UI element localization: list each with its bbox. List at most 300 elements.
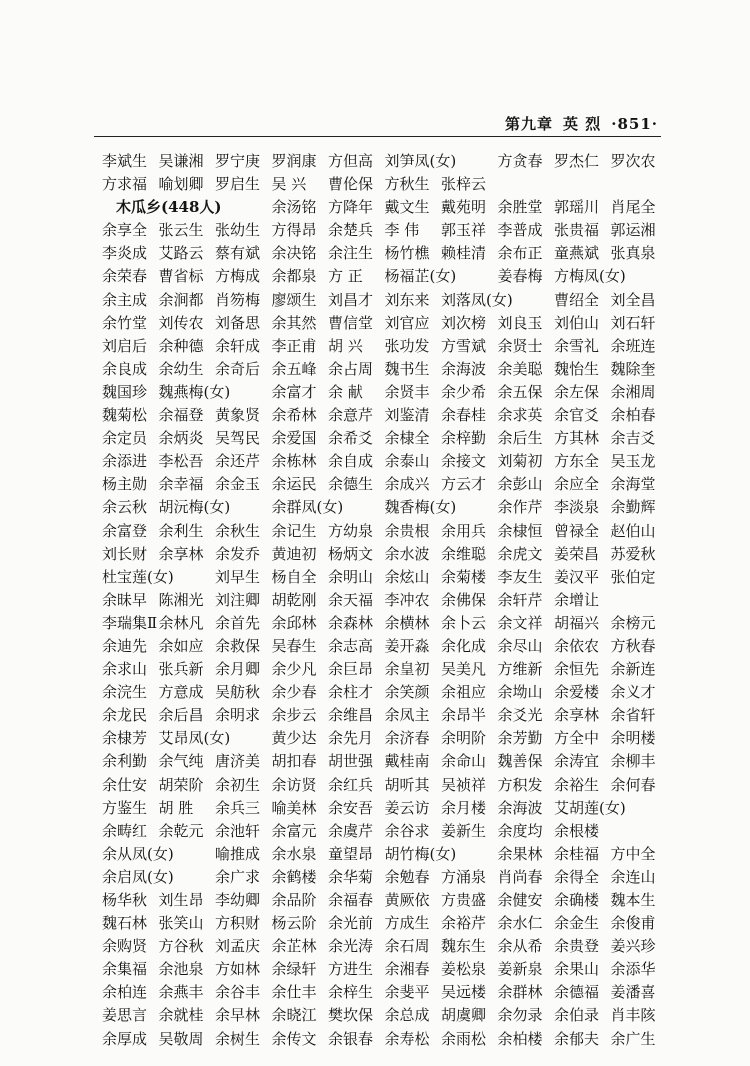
name-entry: 刘石轩 [610,313,656,332]
name-entry: 余海堂 [610,475,656,494]
name-row [102,473,662,496]
name-entry: 杨自全 [271,567,317,586]
name-entry: 余吉爻 [610,429,656,448]
name-entry: 余福登 [158,406,204,425]
name-row [102,427,662,450]
name-entry: 张伯定 [610,567,656,586]
name-entry: 肖笏梅 [215,290,261,309]
name-entry: 余享全 [102,221,148,240]
name-entry: 吴驾民 [215,429,261,448]
name-entry: 肖尚春 [497,867,543,886]
name-entry: 余伯录 [554,1006,600,1025]
name-row [102,912,662,935]
name-row [102,981,662,1004]
name-entry: 余金生 [554,914,600,933]
name-entry: 罗杰仁 [554,152,600,170]
section-heading: 木瓜乡(448人) [116,198,222,217]
name-entry: 李松吾 [158,452,204,471]
name-row [102,1004,662,1027]
name-entry: 余佛保 [441,590,487,609]
name-entry: 余卜云 [441,613,487,632]
name-entry: 余文祥 [497,613,543,632]
name-entry: 余贤士 [497,336,543,355]
name-entry: 余添进 [102,452,148,471]
name-entry: 余仕安 [102,775,148,794]
name-entry: 余应全 [554,475,600,494]
name-entry: 李友生 [497,567,543,586]
name-entry: 余布正 [497,244,543,263]
name-entry: 余依农 [554,636,600,655]
name-entry: 刘鉴清 [384,406,430,425]
name-entry: 刘备思 [215,313,261,332]
name-entry: 刘传农 [158,313,204,332]
name-entry: 戴桂南 [384,752,430,771]
name-entry: 余富元 [271,821,317,840]
name-entry: 余虎文 [497,544,543,563]
name-entry: 余利生 [158,521,204,540]
name-entry: 余光涛 [328,937,374,956]
name-entry: 吴敬周 [158,1029,204,1048]
name-entry: 余秋生 [215,521,261,540]
name-entry: 胡听其 [384,775,430,794]
name-entry: 余柏楼 [497,1029,543,1048]
name-entry: 余尽山 [497,636,543,655]
name-entry: 吴祯祥 [441,775,487,794]
name-entry: 余笑颜 [384,683,430,702]
name-entry: 姜思言 [102,1006,148,1025]
name-entry: 余汤铭 [271,198,317,217]
name-entry: 方如林 [215,960,261,979]
name-entry: 黄象贤 [215,406,261,425]
name-entry: 余济春 [384,729,430,748]
name-entry: 余用兵 [441,521,487,540]
name-entry: 余果山 [554,960,600,979]
name-entry: 余光前 [328,914,374,933]
name-entry: 余谷求 [384,821,430,840]
name-entry: 刘全昌 [610,290,656,309]
name-entry: 余贵根 [384,521,430,540]
name-entry: 余彭山 [497,475,543,494]
name-entry: 余广求 [215,867,261,886]
name-entry: 张兵新 [158,660,204,679]
name-entry: 余五保 [497,382,543,401]
name-entry: 曹信堂 [328,313,374,332]
name-entry: 李炎成 [102,244,148,263]
name-entry: 方涌泉 [441,867,487,886]
name-row [102,866,662,889]
name-entry: 余启凤(女) [102,867,174,886]
name-entry: 余厚成 [102,1029,148,1048]
name-entry: 刘早生 [215,567,261,586]
name-entry: 余燕丰 [158,983,204,1002]
name-entry: 李 伟 [384,221,420,240]
name-entry: 余后生 [497,429,543,448]
name-entry: 方 正 [328,267,363,286]
name-entry: 张幼生 [215,221,261,240]
name-entry: 余栋林 [271,452,317,471]
name-entry: 余就桂 [158,1006,204,1025]
name-entry: 黄厥依 [384,891,430,909]
name-entry: 余左保 [554,382,600,401]
name-entry: 方贵盛 [441,891,487,909]
name-entry: 张功发 [384,336,430,355]
name-entry: 余横林 [384,613,430,632]
name-entry: 胡 兴 [328,336,363,355]
name-entry: 余明山 [328,567,374,586]
name-entry: 余先月 [328,729,374,748]
name-entry: 魏本生 [610,891,656,909]
name-entry: 方得昂 [271,221,317,240]
name-entry: 余希爻 [328,429,374,448]
name-entry: 余寿松 [384,1029,430,1048]
name-entry: 张云生 [158,221,204,240]
name-entry: 方其林 [554,429,600,448]
name-entry: 李淡泉 [554,498,600,517]
name-entry: 余省轩 [610,706,656,725]
name-entry: 余增让 [554,590,600,609]
name-entry: 余昂半 [441,706,487,725]
name-entry: 方求福 [102,175,148,194]
name-entry: 余海波 [497,798,543,817]
name-entry: 罗宁庚 [215,152,261,170]
name-entry: 罗次农 [610,152,656,170]
name-entry: 方东全 [554,452,600,471]
name-entry: 方进生 [328,960,374,979]
name-row [102,566,662,589]
name-entry: 刘伯山 [554,313,600,332]
name-entry: 余利勤 [102,752,148,771]
name-entry: 余接文 [441,452,487,471]
name-entry: 余明求 [215,706,261,725]
name-entry: 余安吾 [328,798,374,817]
name-entry: 胡竹梅(女) [384,844,457,863]
name-entry: 方但高 [328,152,374,170]
name-entry: 余晓江 [271,1006,317,1025]
name-entry: 余森林 [328,613,374,632]
name-row [102,635,662,658]
name-entry: 方雪斌 [441,336,487,355]
name-entry: 余皇初 [384,660,430,679]
name-row [102,935,662,958]
chapter-title: 英 烈 [563,115,602,133]
name-entry: 余梓勤 [441,429,487,448]
name-entry: 樊坎保 [328,1006,374,1025]
name-entry: 余良成 [102,359,148,378]
name-entry: 艾胡莲(女) [554,798,626,817]
name-entry: 余占周 [328,359,374,378]
name-row [102,820,662,843]
name-entry: 余访贤 [271,775,317,794]
name-entry: 余德福 [554,983,600,1002]
name-entry: 余巨昂 [328,660,374,679]
name-entry: 余石周 [384,937,430,956]
name-entry: 余五峰 [271,359,317,378]
name-entry: 杨炳文 [328,544,374,563]
name-entry: 余定员 [102,429,148,448]
name-entry: 余作芹 [497,498,543,517]
name-entry: 李正甫 [271,336,317,355]
name-entry: 方谷秋 [158,937,204,956]
name-row [102,335,662,358]
name-entry: 余树生 [215,1029,261,1048]
name-entry: 余林凡 [158,613,204,632]
name-entry: 姜兴珍 [610,937,656,956]
name-entry: 胡荣阶 [158,775,204,794]
name-entry: 刘次榜 [441,313,487,332]
name-entry: 余棣芳 [102,729,148,748]
name-row [102,150,662,173]
name-entry: 余棣全 [384,429,430,448]
name-entry: 余湘周 [610,382,656,401]
name-entry: 刘官应 [384,313,430,332]
name-row [102,681,662,704]
name-entry: 郭玉祥 [441,221,487,240]
name-entry [611,820,668,843]
name-entry: 赖桂清 [441,244,487,263]
name-entry: 方积财 [215,914,261,933]
name-entry: 方幼泉 [328,521,374,540]
name-entry: 肖尾全 [610,198,656,217]
name-entry: 胡虞卿 [441,1006,487,1025]
name-row [102,219,662,242]
name-row [102,358,662,381]
name-row [102,658,662,681]
name-entry: 吴 兴 [271,175,307,194]
name-entry: 余官爻 [554,406,600,425]
name-entry: 艾昂凤(女) [158,729,231,748]
name-entry: 余裕芹 [441,914,487,933]
name-entry: 罗启生 [215,175,261,194]
name-entry: 胡沅梅(女) [158,498,231,517]
name-entry: 余梓生 [328,983,374,1002]
name-entry: 余海波 [441,359,487,378]
name-entry: 黄少达 [271,729,317,748]
name-entry: 吴舫秋 [215,683,261,702]
name-entry: 余连山 [610,867,656,886]
name-entry: 余龙民 [102,706,148,725]
name-entry: 余果林 [497,844,543,863]
name-entry: 余柏连 [102,983,148,1002]
name-entry [498,173,555,196]
name-entry: 余享林 [158,544,204,563]
name-entry: 余红兵 [328,775,374,794]
name-entry: 刘孟庆 [215,937,261,956]
name-entry: 赵伯山 [610,521,656,540]
name-entry: 余竹堂 [102,313,148,332]
name-entry: 余希林 [271,406,317,425]
name-row [102,289,662,312]
name-entry: 李斌生 [102,152,148,170]
name-entry: 胡世强 [328,752,374,771]
name-entry: 刘生昂 [158,891,204,909]
name-entry: 吴远楼 [441,983,487,1002]
name-entry: 姜潘喜 [610,983,656,1002]
name-entry: 方中全 [610,844,656,863]
name-entry: 余水仁 [497,914,543,933]
name-entry: 姜新生 [441,821,487,840]
name-entry: 余贵登 [554,937,600,956]
name-entry [611,173,668,196]
name-entry: 余步云 [271,706,317,725]
name-entry: 余楚兵 [328,221,374,240]
name-entry: 余自成 [328,452,374,471]
name-entry: 余畴红 [102,821,148,840]
name-entry: 余何春 [610,775,656,794]
name-row [102,312,662,335]
name-row [102,704,662,727]
name-entry: 方成生 [384,914,430,933]
name-entry: 余月楼 [441,798,487,817]
name-entry: 余棣恒 [497,521,543,540]
name-entry: 余勤辉 [610,498,656,517]
name-entry: 杨主勋 [102,475,148,494]
name-entry: 喻划卿 [158,175,204,194]
name-entry: 余华菊 [328,867,374,886]
name-entry: 余志高 [328,636,374,655]
name-entry: 陈湘光 [158,590,204,609]
name-entry: 余享林 [554,706,600,725]
name-entry: 方降年 [328,198,374,217]
name-entry: 吴谦湘 [158,152,204,170]
name-row [102,450,662,473]
name-entry: 余芷林 [271,937,317,956]
name-entry: 余根楼 [554,821,600,840]
name-entry: 方云才 [441,475,487,494]
name-entry: 余水波 [384,544,430,563]
name-entry: 余化成 [441,636,487,655]
name-entry: 余求英 [497,406,543,425]
name-entry: 余春桂 [441,406,487,425]
name-entry: 余池轩 [215,821,261,840]
name-entry: 余美聪 [497,359,543,378]
name-entry: 李瑞集Ⅱ [102,613,158,632]
name-entry: 余义才 [610,683,656,702]
name-entry: 余轩芹 [497,590,543,609]
name-entry: 杨云阶 [271,914,317,933]
name-entry: 喻美林 [271,798,317,817]
name-row [102,265,662,288]
name-entry: 李冲农 [384,590,430,609]
name-entry: 魏除奎 [610,359,656,378]
name-entry: 魏善保 [497,752,543,771]
name-entry: 刘良玉 [497,313,543,332]
name-row [102,496,662,519]
name-entry: 刘落凤(女) [441,290,513,309]
name-entry: 余维聪 [441,544,487,563]
name-entry: 杨竹樵 [384,244,430,263]
name-entry: 童望昂 [328,844,374,863]
name-entry: 余添华 [610,960,656,979]
name-entry: 方维新 [497,660,543,679]
name-row [102,612,662,635]
name-entry: 余恒先 [554,660,600,679]
name-entry: 余度均 [497,821,543,840]
name-entry: 刘启后 [102,336,148,355]
name-entry: 廖颂生 [271,290,317,309]
name-entry: 唐济美 [215,752,261,771]
header-rule [94,136,661,137]
name-entry: 方梅凤(女) [554,267,626,286]
name-entry: 余虞芹 [328,821,374,840]
name-entry: 余还芹 [215,452,261,471]
name-entry: 余池泉 [158,960,204,979]
name-entry: 余仕丰 [271,983,317,1002]
name-entry: 余水泉 [271,844,317,863]
name-entry: 余郁夫 [554,1029,600,1048]
name-entry: 余云秋 [102,498,148,517]
name-row [102,242,662,265]
name-entry: 方积发 [497,775,543,794]
name-entry: 余福春 [328,891,374,909]
name-entry: 魏东生 [441,937,487,956]
name-row [102,381,662,404]
name-entry: 余确楼 [554,891,600,909]
name-entry: 曾禄全 [554,521,600,540]
name-entry: 刘菊初 [497,452,543,471]
name-row [102,196,662,219]
name-entry: 方贪春 [497,152,543,170]
name-entry: 郭瑶川 [554,198,600,217]
name-entry: 余乾元 [158,821,204,840]
name-entry: 余命山 [441,752,487,771]
name-entry: 曹省标 [158,267,204,286]
name-entry: 杨福芷(女) [384,267,457,286]
name-entry: 余坳山 [497,683,543,702]
name-entry: 姜荣昌 [554,544,600,563]
name-entry: 余勉春 [384,867,430,886]
name-entry: 方梅成 [215,267,261,286]
name-entry: 余银春 [328,1029,374,1048]
name-entry: 余群林 [497,983,543,1002]
name-entry: 方全中 [554,729,600,748]
name-entry: 余凤主 [384,706,430,725]
name-entry: 戴苑明 [441,198,487,217]
name-entry: 艾路云 [158,244,204,263]
name-entry: 方秋生 [384,175,430,194]
name-entry: 余浣生 [102,683,148,702]
name-entry: 余胜堂 [497,198,543,217]
name-entry: 余轩成 [215,336,261,355]
name-entry: 李普成 [497,221,543,240]
name-entry: 余勿录 [497,1006,543,1025]
name-entry: 魏菊松 [102,406,148,425]
name-entry: 余爻光 [497,706,543,725]
name-entry: 余柏春 [610,406,656,425]
name-entry: 张真泉 [610,244,656,263]
name-entry: 杜宝莲(女) [102,567,174,586]
name-entry: 余都泉 [271,267,317,286]
chapter-label: 第九章 [504,115,553,133]
name-entry: 余救保 [215,636,261,655]
name-entry: 曹绍全 [554,290,600,309]
name-entry: 余传文 [271,1029,317,1048]
name-entry: 余购贤 [102,937,148,956]
name-entry: 余幸福 [158,475,204,494]
page-number: ·851· [611,115,658,133]
name-entry: 苏爱秋 [610,544,656,563]
name-entry: 余雪礼 [554,336,600,355]
name-entry: 余桂福 [554,844,600,863]
name-entry: 余金玉 [215,475,261,494]
name-entry: 余 献 [328,382,363,401]
name-entry: 余柳丰 [610,752,656,771]
name-entry: 余裕生 [554,775,600,794]
name-entry: 余广生 [610,1029,656,1048]
name-entry: 余祖应 [441,683,487,702]
name-row [102,1028,662,1051]
name-entry: 余迪先 [102,636,148,655]
name-entry: 魏国珍 [102,382,148,401]
